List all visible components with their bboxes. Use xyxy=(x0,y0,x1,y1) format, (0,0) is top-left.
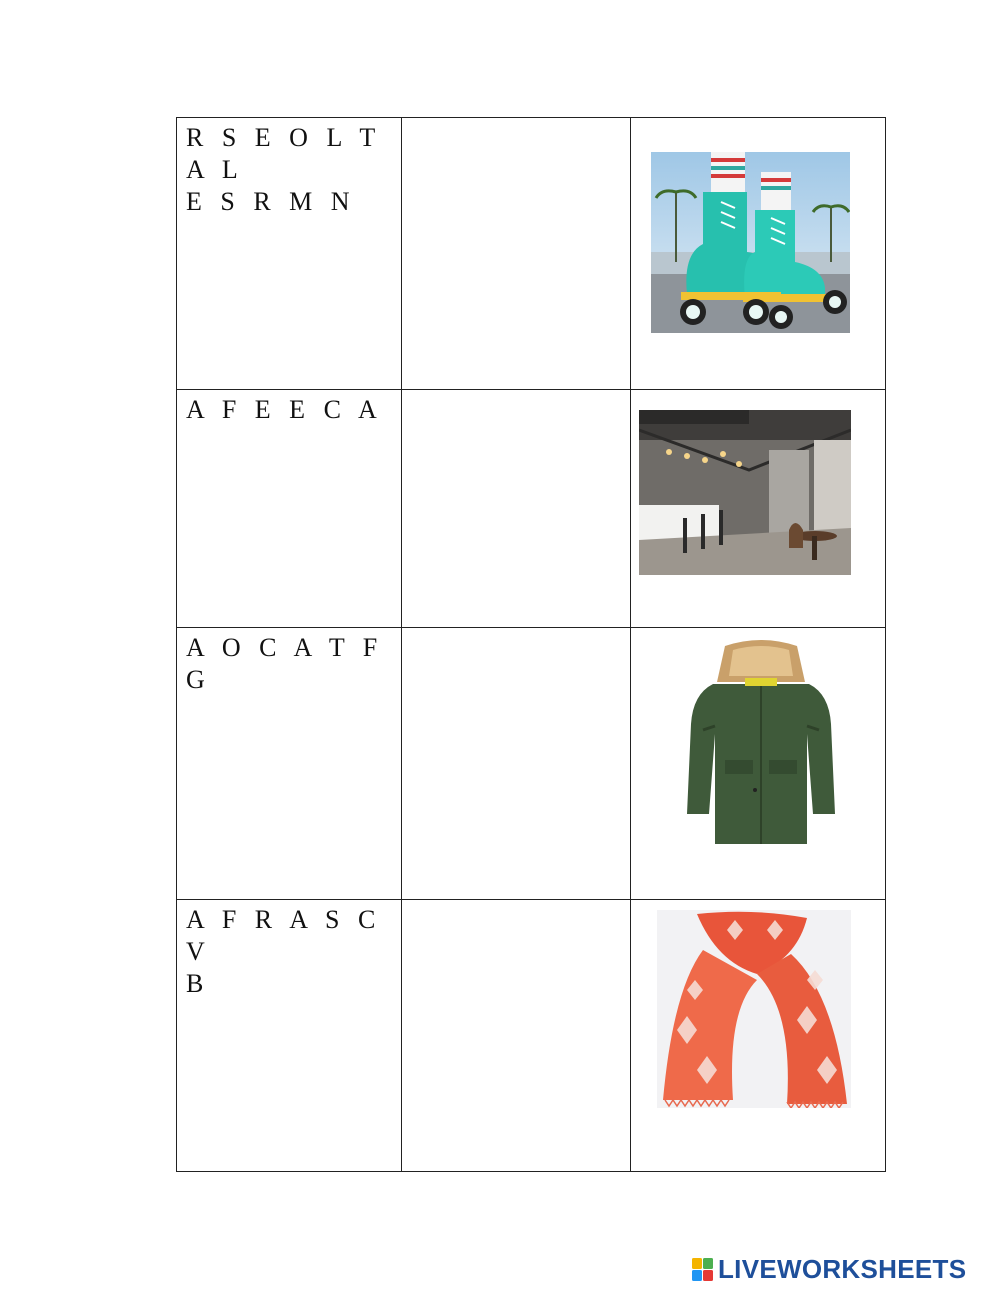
scrambled-word: A F E E C A xyxy=(186,395,383,424)
scrambled-word: R S E O L T A L E S R M N xyxy=(186,123,381,216)
table-row xyxy=(177,900,886,1172)
table-row xyxy=(177,118,886,390)
answer-cell[interactable] xyxy=(402,118,631,390)
table-row xyxy=(177,628,886,900)
liveworksheets-logo xyxy=(692,1254,966,1285)
worksheet-table xyxy=(176,117,886,1172)
table-row xyxy=(177,390,886,628)
answer-cell[interactable] xyxy=(402,390,631,628)
scarf-image xyxy=(657,910,851,1108)
scrambled-word: A O C A T F G xyxy=(186,633,384,694)
scrambled-word-cell xyxy=(177,390,402,628)
green-coat-image xyxy=(663,640,859,848)
answer-cell[interactable] xyxy=(402,628,631,900)
scrambled-word-cell xyxy=(177,900,402,1172)
scrambled-word-cell xyxy=(177,628,402,900)
picture-cell xyxy=(631,118,886,390)
roller-skates-image xyxy=(651,152,850,333)
answer-cell[interactable] xyxy=(402,900,631,1172)
picture-cell xyxy=(631,628,886,900)
scrambled-word-cell xyxy=(177,118,402,390)
picture-cell xyxy=(631,900,886,1172)
brand-name: LIVEWORKSHEETS xyxy=(718,1254,967,1284)
liveworksheets-logo-icon xyxy=(692,1258,714,1282)
picture-cell xyxy=(631,390,886,628)
scrambled-word: A F R A S C V B xyxy=(186,905,382,998)
cafe-image xyxy=(639,410,851,575)
